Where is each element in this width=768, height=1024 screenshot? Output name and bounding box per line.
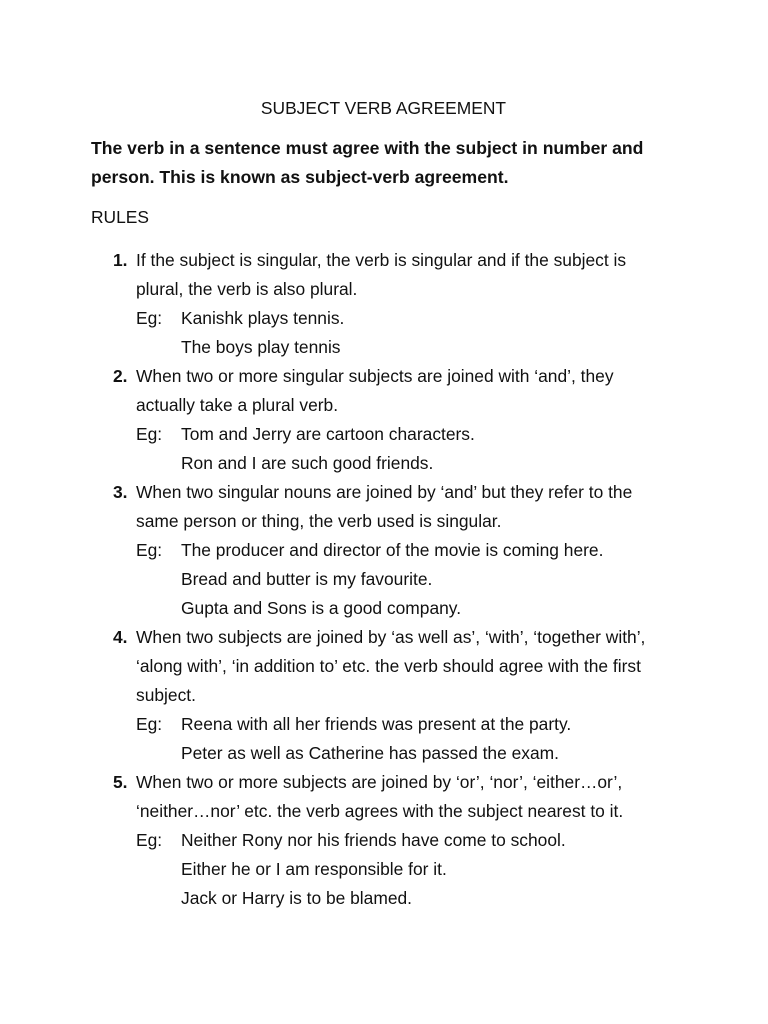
example-sentence: Tom and Jerry are cartoon characters. — [181, 424, 475, 444]
example-sentence: The boys play tennis — [181, 337, 341, 357]
example-lines — [181, 304, 344, 362]
example-label: Eg: — [136, 540, 163, 560]
intro-paragraph: The verb in a sentence must agree with the subject in number and person. This is known as subject-verb agreement. — [91, 138, 644, 187]
example-block — [136, 710, 676, 768]
example-label: Eg: — [136, 830, 163, 850]
rule-number: 3. — [113, 482, 128, 502]
example-label: Eg: — [136, 424, 163, 444]
example-sentence: Either he or I am responsible for it. — [181, 859, 447, 879]
rule-number: 1. — [113, 250, 128, 270]
example-sentence: Ron and I are such good friends. — [181, 453, 434, 473]
example-block — [136, 826, 676, 913]
rules-heading: RULES — [91, 207, 149, 227]
example-lines — [181, 420, 475, 478]
example-block — [136, 536, 676, 623]
rule-text: When two subjects are joined by ‘as well as’, ‘with’, ‘together with’, ‘along with’, ‘in addition to’ etc. the verb should agree with the first subject. — [136, 627, 646, 705]
example-sentence: Peter as well as Catherine has passed the exam. — [181, 743, 559, 763]
example-block — [136, 304, 676, 362]
rule-number: 4. — [113, 627, 128, 647]
example-sentence: Bread and butter is my favourite. — [181, 569, 433, 589]
rule-item — [91, 478, 676, 623]
rule-item — [91, 768, 676, 913]
example-sentence: Gupta and Sons is a good company. — [181, 598, 462, 618]
example-lines — [181, 826, 566, 913]
example-sentence: Neither Rony nor his friends have come to school. — [181, 830, 566, 850]
document-title: SUBJECT VERB AGREEMENT — [260, 98, 507, 118]
example-sentence: Reena with all her friends was present at the party. — [181, 714, 572, 734]
example-label: Eg: — [136, 714, 163, 734]
rule-item — [91, 362, 676, 478]
example-lines — [181, 536, 603, 623]
example-lines — [181, 710, 571, 768]
rule-text: When two or more singular subjects are joined with ‘and’, they actually take a plural verb. — [136, 366, 614, 415]
rule-number: 5. — [113, 772, 128, 792]
rule-item — [91, 246, 676, 362]
rule-text: When two singular nouns are joined by ‘and’ but they refer to the same person or thing, the verb used is singular. — [136, 482, 633, 531]
rule-text: If the subject is singular, the verb is singular and if the subject is plural, the verb is also plural. — [136, 250, 627, 299]
example-block — [136, 420, 676, 478]
rules-list — [91, 246, 676, 913]
rule-text: When two or more subjects are joined by ‘or’, ‘nor’, ‘either…or’, ‘neither…nor’ etc. the verb agrees with the subject nearest to it. — [136, 772, 624, 821]
example-sentence: Jack or Harry is to be blamed. — [181, 888, 412, 908]
example-label: Eg: — [136, 308, 163, 328]
example-sentence: Kanishk plays tennis. — [181, 308, 345, 328]
example-sentence: The producer and director of the movie is coming here. — [181, 540, 604, 560]
rule-item — [91, 623, 676, 768]
rule-number: 2. — [113, 366, 128, 386]
